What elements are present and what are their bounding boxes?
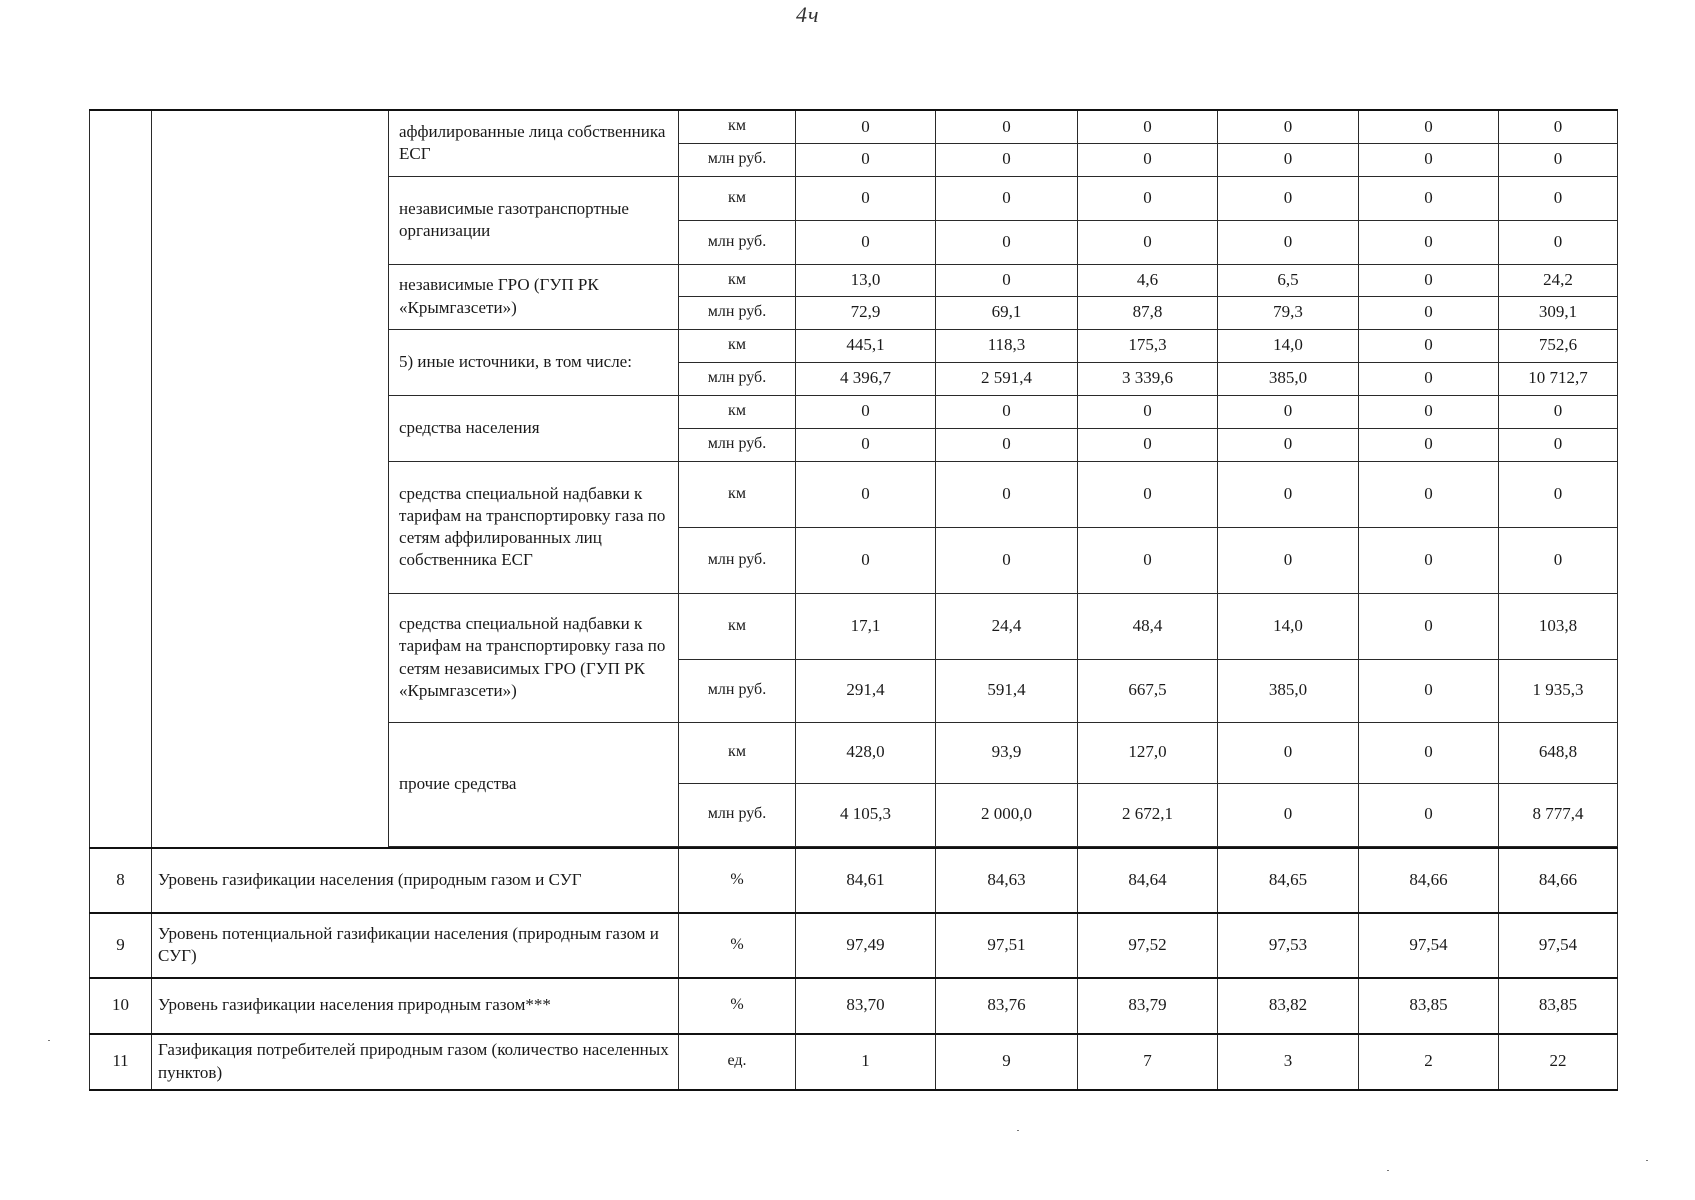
value-cell: 0 bbox=[1499, 220, 1618, 264]
value-cell: 0 bbox=[1218, 220, 1359, 264]
value-cell: 2 bbox=[1359, 1034, 1499, 1090]
indicator-row bbox=[90, 913, 1618, 978]
value-cell: 0 bbox=[796, 461, 936, 527]
value-cell: 0 bbox=[1218, 176, 1359, 220]
value-cell: 7 bbox=[1078, 1034, 1218, 1090]
scan-speck bbox=[1387, 1170, 1389, 1171]
value-cell: 0 bbox=[1218, 143, 1359, 176]
unit-cell: ед. bbox=[679, 1034, 796, 1090]
row-label: прочие средства bbox=[389, 722, 679, 846]
value-cell: 0 bbox=[1078, 220, 1218, 264]
value-cell: 0 bbox=[1359, 722, 1499, 783]
value-cell: 97,51 bbox=[936, 913, 1078, 978]
value-cell: 0 bbox=[1499, 143, 1618, 176]
indicator-row bbox=[90, 978, 1618, 1034]
row-number: 11 bbox=[90, 1034, 152, 1090]
value-cell: 8 777,4 bbox=[1499, 783, 1618, 846]
value-cell: 0 bbox=[796, 220, 936, 264]
value-cell: 0 bbox=[1359, 264, 1499, 296]
value-cell: 0 bbox=[1078, 395, 1218, 428]
value-cell: 84,65 bbox=[1218, 848, 1359, 913]
value-cell: 2 000,0 bbox=[936, 783, 1078, 846]
unit-cell: км bbox=[679, 176, 796, 220]
value-cell: 0 bbox=[1499, 461, 1618, 527]
value-cell: 13,0 bbox=[796, 264, 936, 296]
value-cell: 0 bbox=[936, 395, 1078, 428]
unit-cell: км bbox=[679, 395, 796, 428]
value-cell: 0 bbox=[936, 461, 1078, 527]
scan-speck bbox=[1646, 1160, 1648, 1161]
row-number: 9 bbox=[90, 913, 152, 978]
gasification-table bbox=[89, 109, 1618, 1091]
value-cell: 291,4 bbox=[796, 659, 936, 722]
value-cell: 4,6 bbox=[1078, 264, 1218, 296]
value-cell: 0 bbox=[1218, 527, 1359, 593]
value-cell: 0 bbox=[936, 110, 1078, 143]
value-cell: 0 bbox=[1359, 783, 1499, 846]
unit-cell: млн руб. bbox=[679, 428, 796, 461]
value-cell: 1 935,3 bbox=[1499, 659, 1618, 722]
value-cell: 0 bbox=[936, 143, 1078, 176]
unit-cell: млн руб. bbox=[679, 296, 796, 329]
value-cell: 0 bbox=[796, 143, 936, 176]
value-cell: 0 bbox=[1078, 428, 1218, 461]
value-cell: 93,9 bbox=[936, 722, 1078, 783]
value-cell: 97,54 bbox=[1499, 913, 1618, 978]
indicator-label: Уровень газификации населения (природным газом и СУГ bbox=[152, 848, 679, 913]
value-cell: 24,2 bbox=[1499, 264, 1618, 296]
value-cell: 84,63 bbox=[936, 848, 1078, 913]
unit-cell: млн руб. bbox=[679, 362, 796, 395]
value-cell: 648,8 bbox=[1499, 722, 1618, 783]
value-cell: 0 bbox=[936, 527, 1078, 593]
value-cell: 6,5 bbox=[1218, 264, 1359, 296]
indicator-label: Уровень газификации населения природным газом*** bbox=[152, 978, 679, 1034]
value-cell: 0 bbox=[936, 264, 1078, 296]
unit-cell: % bbox=[679, 913, 796, 978]
indicator-row bbox=[90, 848, 1618, 913]
value-cell: 84,66 bbox=[1499, 848, 1618, 913]
value-cell: 0 bbox=[1359, 461, 1499, 527]
value-cell: 428,0 bbox=[796, 722, 936, 783]
value-cell: 0 bbox=[1499, 176, 1618, 220]
unit-cell: км bbox=[679, 264, 796, 296]
unit-cell: млн руб. bbox=[679, 143, 796, 176]
value-cell: 2 672,1 bbox=[1078, 783, 1218, 846]
scan-speck bbox=[1017, 1130, 1019, 1131]
value-cell: 0 bbox=[1078, 110, 1218, 143]
empty-number-cell bbox=[90, 110, 152, 848]
value-cell: 0 bbox=[936, 220, 1078, 264]
value-cell: 0 bbox=[1499, 110, 1618, 143]
unit-cell: км bbox=[679, 722, 796, 783]
value-cell: 0 bbox=[796, 428, 936, 461]
value-cell: 0 bbox=[1359, 395, 1499, 428]
unit-cell: км bbox=[679, 461, 796, 527]
value-cell: 84,61 bbox=[796, 848, 936, 913]
unit-cell: км bbox=[679, 593, 796, 659]
value-cell: 0 bbox=[936, 428, 1078, 461]
value-cell: 69,1 bbox=[936, 296, 1078, 329]
value-cell: 17,1 bbox=[796, 593, 936, 659]
value-cell: 79,3 bbox=[1218, 296, 1359, 329]
value-cell: 0 bbox=[1359, 329, 1499, 362]
value-cell: 591,4 bbox=[936, 659, 1078, 722]
value-cell: 385,0 bbox=[1218, 362, 1359, 395]
value-cell: 127,0 bbox=[1078, 722, 1218, 783]
value-cell: 0 bbox=[796, 176, 936, 220]
value-cell: 0 bbox=[1218, 395, 1359, 428]
value-cell: 22 bbox=[1499, 1034, 1618, 1090]
value-cell: 0 bbox=[936, 176, 1078, 220]
value-cell: 84,64 bbox=[1078, 848, 1218, 913]
value-cell: 84,66 bbox=[1359, 848, 1499, 913]
value-cell: 83,79 bbox=[1078, 978, 1218, 1034]
value-cell: 0 bbox=[1359, 428, 1499, 461]
unit-cell: % bbox=[679, 978, 796, 1034]
value-cell: 83,76 bbox=[936, 978, 1078, 1034]
value-cell: 10 712,7 bbox=[1499, 362, 1618, 395]
value-cell: 0 bbox=[1078, 461, 1218, 527]
value-cell: 0 bbox=[1218, 722, 1359, 783]
row-label: 5) иные источники, в том числе: bbox=[389, 329, 679, 395]
value-cell: 0 bbox=[1359, 362, 1499, 395]
value-cell: 87,8 bbox=[1078, 296, 1218, 329]
value-cell: 667,5 bbox=[1078, 659, 1218, 722]
value-cell: 4 396,7 bbox=[796, 362, 936, 395]
unit-cell: км bbox=[679, 329, 796, 362]
row-label: средства населения bbox=[389, 395, 679, 461]
value-cell: 97,54 bbox=[1359, 913, 1499, 978]
value-cell: 3 bbox=[1218, 1034, 1359, 1090]
unit-cell: % bbox=[679, 848, 796, 913]
value-cell: 0 bbox=[1359, 110, 1499, 143]
value-cell: 14,0 bbox=[1218, 593, 1359, 659]
value-cell: 0 bbox=[1359, 176, 1499, 220]
value-cell: 445,1 bbox=[796, 329, 936, 362]
value-cell: 309,1 bbox=[1499, 296, 1618, 329]
value-cell: 0 bbox=[1218, 461, 1359, 527]
value-cell: 83,85 bbox=[1499, 978, 1618, 1034]
value-cell: 83,70 bbox=[796, 978, 936, 1034]
value-cell: 48,4 bbox=[1078, 593, 1218, 659]
row-label: независимые газотранспортные организации bbox=[389, 176, 679, 264]
value-cell: 72,9 bbox=[796, 296, 936, 329]
value-cell: 0 bbox=[796, 395, 936, 428]
value-cell: 14,0 bbox=[1218, 329, 1359, 362]
value-cell: 9 bbox=[936, 1034, 1078, 1090]
row-number: 8 bbox=[90, 848, 152, 913]
value-cell: 3 339,6 bbox=[1078, 362, 1218, 395]
value-cell: 0 bbox=[1499, 527, 1618, 593]
unit-cell: млн руб. bbox=[679, 783, 796, 846]
value-cell: 0 bbox=[1359, 659, 1499, 722]
row-label: средства специальной надбавки к тарифам на транспортировку газа по сетям независимых ГРО (ГУП РК «Крымгазсети») bbox=[389, 593, 679, 722]
value-cell: 0 bbox=[1218, 110, 1359, 143]
row-number: 10 bbox=[90, 978, 152, 1034]
value-cell: 83,85 bbox=[1359, 978, 1499, 1034]
value-cell: 0 bbox=[1078, 176, 1218, 220]
indicator-row bbox=[90, 1034, 1618, 1090]
value-cell: 24,4 bbox=[936, 593, 1078, 659]
scan-speck bbox=[48, 1040, 50, 1041]
value-cell: 752,6 bbox=[1499, 329, 1618, 362]
value-cell: 0 bbox=[1359, 143, 1499, 176]
value-cell: 103,8 bbox=[1499, 593, 1618, 659]
table-row bbox=[90, 110, 1618, 143]
indicator-label: Газификация потребителей природным газом (количество населенных пунктов) bbox=[152, 1034, 679, 1090]
value-cell: 385,0 bbox=[1218, 659, 1359, 722]
value-cell: 0 bbox=[796, 527, 936, 593]
value-cell: 0 bbox=[1359, 296, 1499, 329]
row-label: средства специальной надбавки к тарифам на транспортировку газа по сетям аффилированных лиц собственника ЕСГ bbox=[389, 461, 679, 593]
value-cell: 0 bbox=[1078, 527, 1218, 593]
value-cell: 97,52 bbox=[1078, 913, 1218, 978]
value-cell: 0 bbox=[1078, 143, 1218, 176]
value-cell: 0 bbox=[1499, 428, 1618, 461]
value-cell: 4 105,3 bbox=[796, 783, 936, 846]
empty-indicator-cell bbox=[152, 110, 389, 848]
row-label: независимые ГРО (ГУП РК «Крымгазсети») bbox=[389, 264, 679, 329]
value-cell: 1 bbox=[796, 1034, 936, 1090]
value-cell: 0 bbox=[1499, 395, 1618, 428]
value-cell: 97,49 bbox=[796, 913, 936, 978]
row-label: аффилированные лица собственника ЕСГ bbox=[389, 110, 679, 176]
value-cell: 118,3 bbox=[936, 329, 1078, 362]
value-cell: 83,82 bbox=[1218, 978, 1359, 1034]
value-cell: 0 bbox=[1359, 527, 1499, 593]
page-number-mark: 4ч bbox=[796, 2, 820, 27]
value-cell: 0 bbox=[796, 110, 936, 143]
unit-cell: км bbox=[679, 110, 796, 143]
value-cell: 0 bbox=[1359, 220, 1499, 264]
unit-cell: млн руб. bbox=[679, 220, 796, 264]
value-cell: 2 591,4 bbox=[936, 362, 1078, 395]
table-body bbox=[90, 110, 1618, 1090]
unit-cell: млн руб. bbox=[679, 659, 796, 722]
unit-cell: млн руб. bbox=[679, 527, 796, 593]
indicator-label: Уровень потенциальной газификации населения (природным газом и СУГ) bbox=[152, 913, 679, 978]
value-cell: 0 bbox=[1359, 593, 1499, 659]
value-cell: 0 bbox=[1218, 783, 1359, 846]
value-cell: 0 bbox=[1218, 428, 1359, 461]
value-cell: 97,53 bbox=[1218, 913, 1359, 978]
value-cell: 175,3 bbox=[1078, 329, 1218, 362]
